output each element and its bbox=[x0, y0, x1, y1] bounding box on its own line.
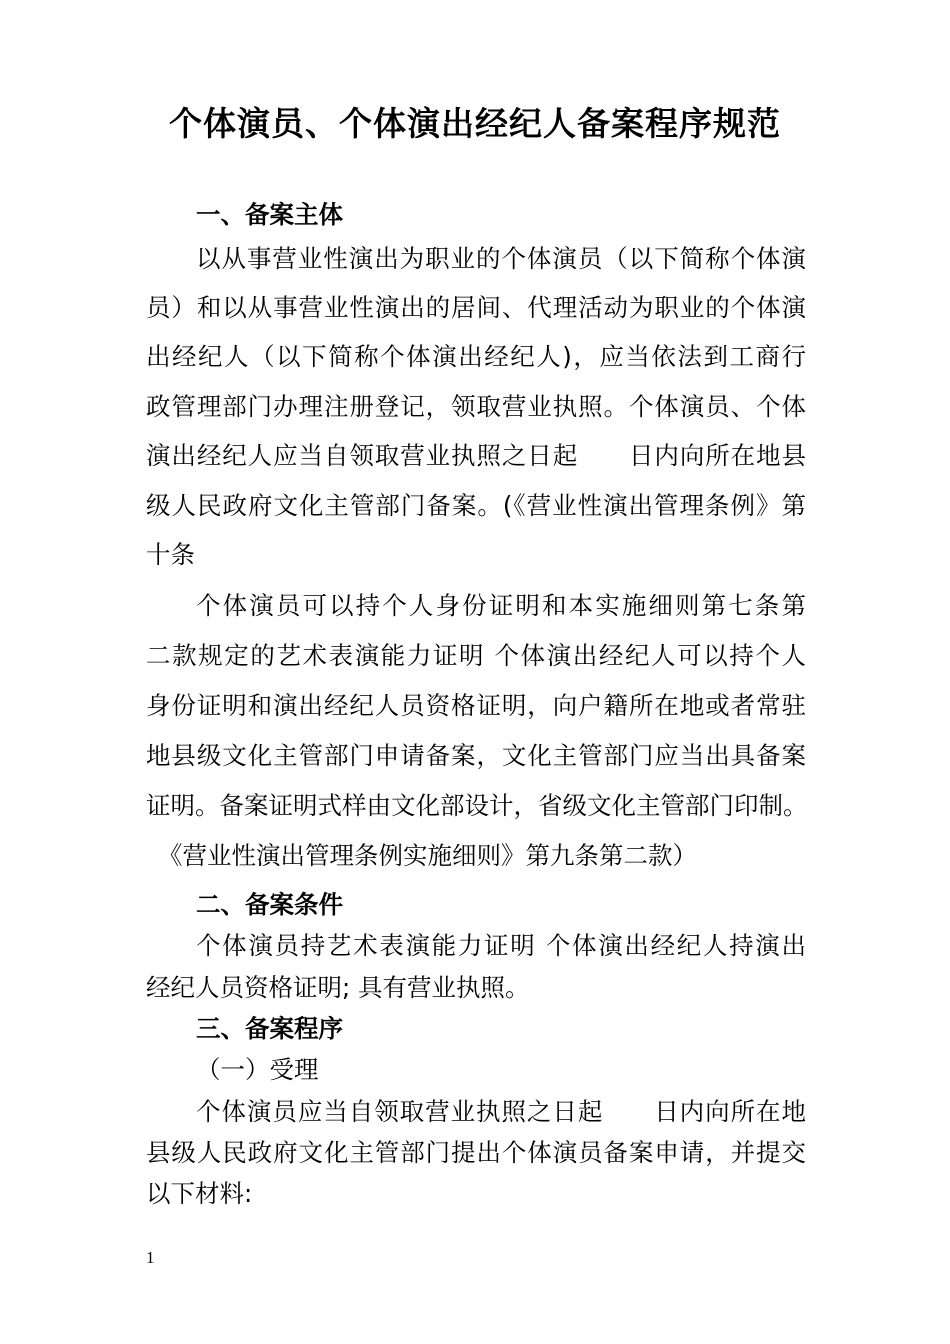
section-heading-1: 一、备案主体 bbox=[196, 200, 343, 229]
paragraph-line: 二款规定的艺术表演能力证明 个体演出经纪人可以持个人 bbox=[146, 641, 806, 670]
subsection-heading: （一）受理 bbox=[196, 1055, 319, 1084]
paragraph-line: 级人民政府文化主管部门备案。(《营业性演出管理条例》第 bbox=[146, 491, 806, 520]
paragraph-line: 个体演员持艺术表演能力证明 个体演出经纪人持演出 bbox=[196, 931, 806, 960]
paragraph-line: 身份证明和演出经纪人员资格证明，向户籍所在地或者常驻 bbox=[146, 691, 806, 720]
paragraph-line: 以从事营业性演出为职业的个体演员（以下简称个体演 bbox=[196, 244, 806, 273]
section-heading-3: 三、备案程序 bbox=[196, 1014, 343, 1043]
paragraph-line: 经纪人员资格证明; 具有营业执照。 bbox=[146, 973, 530, 1002]
paragraph-line: 个体演员应当自领取营业执照之日起 日内向所在地 bbox=[196, 1097, 806, 1126]
paragraph-line: 县级人民政府文化主管部门提出个体演员备案申请，并提交 bbox=[146, 1138, 806, 1167]
paragraph-line: 地县级文化主管部门申请备案，文化主管部门应当出具备案 bbox=[146, 741, 806, 770]
paragraph-line: 政管理部门办理注册登记，领取营业执照。个体演员、个体 bbox=[146, 392, 806, 421]
page-title: 个体演员、个体演出经纪人备案程序规范 bbox=[169, 104, 781, 143]
paragraph-line: 《营业性演出管理条例实施细则》第九条第二款） bbox=[158, 841, 697, 870]
paragraph-line: 个体演员可以持个人身份证明和本实施细则第七条第 bbox=[196, 591, 806, 620]
paragraph-line: 员）和以从事营业性演出的居间、代理活动为职业的个体演 bbox=[146, 293, 806, 322]
paragraph-line: 证明。备案证明式样由文化部设计，省级文化主管部门印制。 bbox=[146, 791, 808, 820]
paragraph-line: 出经纪人（以下简称个体演出经纪人)，应当依法到工商行 bbox=[146, 342, 806, 371]
paragraph-line: 十条 bbox=[146, 540, 195, 569]
page-number: 1 bbox=[146, 1248, 155, 1267]
section-heading-2: 二、备案条件 bbox=[196, 890, 343, 919]
paragraph-line: 演出经纪人应当自领取营业执照之日起 日内向所在地县 bbox=[146, 441, 806, 470]
paragraph-line: 以下材料: bbox=[146, 1179, 253, 1208]
